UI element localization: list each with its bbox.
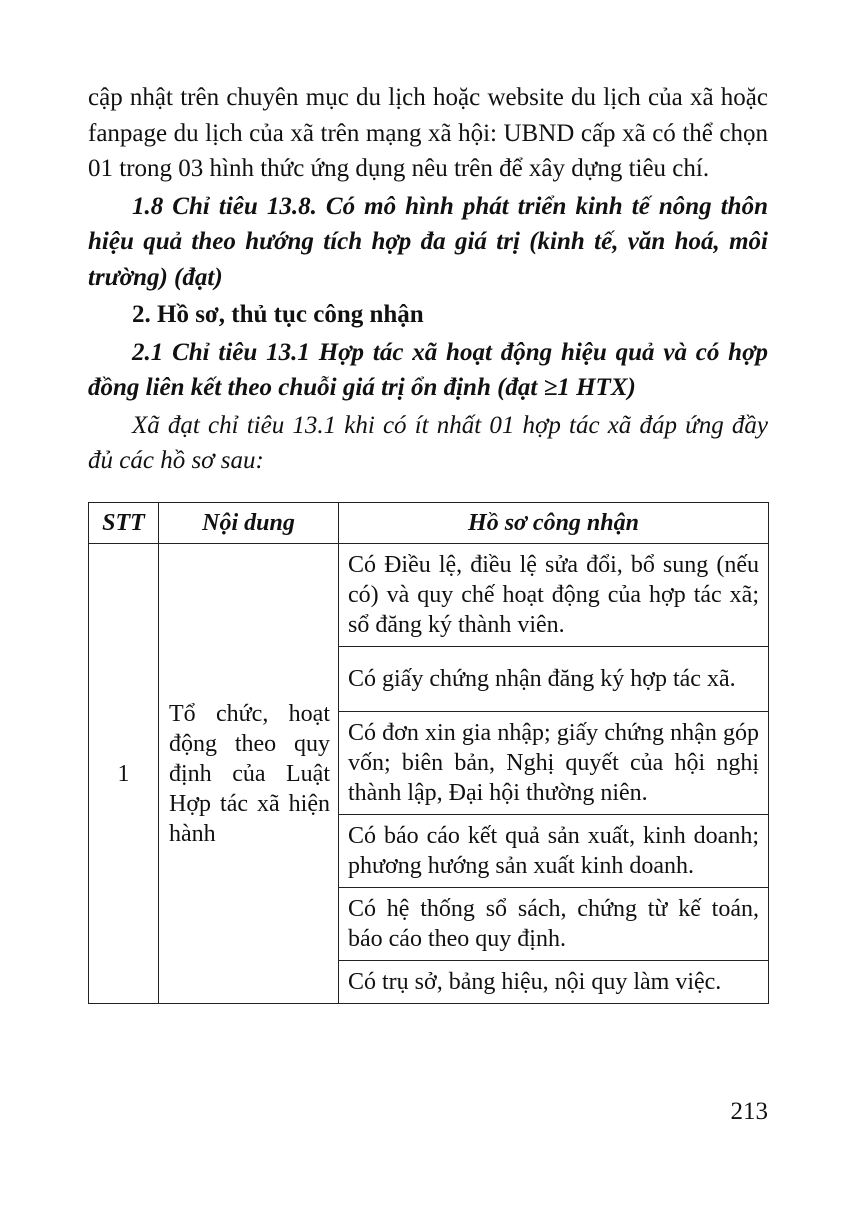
cell-document: Có Điều lệ, điều lệ sửa đổi, bổ sung (nếu có) và quy chế hoạt động của hợp tác xã; sổ đăng ký thành viên. xyxy=(339,544,769,647)
records-table xyxy=(88,502,769,1004)
table-header-row xyxy=(89,503,769,544)
cell-document: Có đơn xin gia nhập; giấy chứng nhận góp vốn; biên bản, Nghị quyết của hội nghị thành lập, Đại hội thường niên. xyxy=(339,712,769,815)
header-content: Nội dung xyxy=(159,503,339,544)
cell-document: Có báo cáo kết quả sản xuất, kinh doanh; phương hướng sản xuất kinh doanh. xyxy=(339,815,769,888)
intro-paragraph: Xã đạt chỉ tiêu 13.1 khi có ít nhất 01 hợp tác xã đáp ứng đầy đủ các hồ sơ sau: xyxy=(88,411,768,474)
cell-document: Có trụ sở, bảng hiệu, nội quy làm việc. xyxy=(339,961,769,1004)
paragraph-continuation: cập nhật trên chuyên mục du lịch hoặc website du lịch của xã hoặc fanpage du lịch của xã trên mạng xã hội: UBND cấp xã có thể chọn 01 trong 03 hình thức ứng dụng nêu trên để xây dựng tiêu chí. xyxy=(88,84,768,182)
heading-1-8: 1.8 Chỉ tiêu 13.8. Có mô hình phát triển kinh tế nông thôn hiệu quả theo hướng tích hợp đa giá trị (kinh tế, văn hoá, môi trường) (đạt) xyxy=(88,192,768,291)
cell-content: Tổ chức, hoạt động theo quy định của Luật Hợp tác xã hiện hành xyxy=(159,544,339,1004)
table-row xyxy=(89,544,769,647)
page-body xyxy=(88,80,768,479)
page-number: 213 xyxy=(730,1098,768,1125)
heading-2-1: 2.1 Chỉ tiêu 13.1 Hợp tác xã hoạt động hiệu quả và có hợp đồng liên kết theo chuỗi giá trị ổn định (đạt ≥1 HTX) xyxy=(88,338,768,401)
cell-stt: 1 xyxy=(89,544,159,1004)
header-documents: Hồ sơ công nhận xyxy=(339,503,769,544)
heading-2: 2. Hồ sơ, thủ tục công nhận xyxy=(132,301,424,328)
cell-document: Có giấy chứng nhận đăng ký hợp tác xã. xyxy=(339,647,769,712)
cell-document: Có hệ thống sổ sách, chứng từ kế toán, báo cáo theo quy định. xyxy=(339,888,769,961)
header-stt: STT xyxy=(89,503,159,544)
